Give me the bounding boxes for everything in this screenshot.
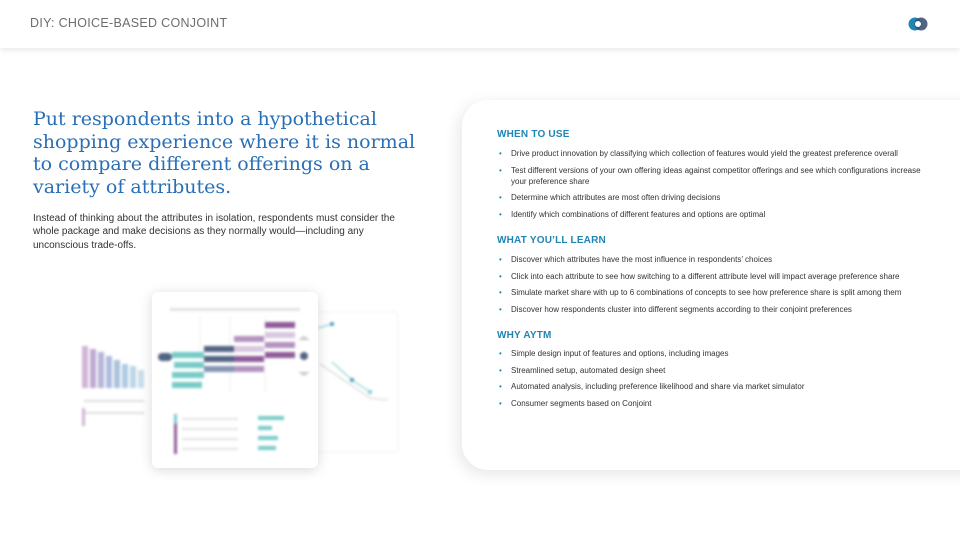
list-item: • Automated analysis, including preference likelihood and share via market simulator — [497, 381, 937, 392]
list-item: • Simple design input of features and options, including images — [497, 348, 937, 359]
section-title-why-aytm: WHY AYTM — [497, 330, 552, 341]
list-item: • Streamlined setup, automated design sheet — [497, 365, 937, 376]
list-item: • Identify which combinations of different features and options are optimal — [497, 209, 937, 220]
list-item: • Click into each attribute to see how switching to a different attribute level will impact average preference share — [497, 271, 937, 282]
section-title-what-youll-learn: WHAT YOU’LL LEARN — [497, 235, 606, 246]
top-bar — [0, 0, 960, 48]
page-title: DIY: CHOICE-BASED CONJOINT — [30, 16, 228, 30]
list-item: • Determine which attributes are most often driving decisions — [497, 192, 937, 203]
list-item: • Discover which attributes have the most influence in respondents’ choices — [497, 254, 937, 265]
why-aytm-list — [497, 348, 937, 414]
list-item: • Discover how respondents cluster into different segments according to their conjoint preferences — [497, 304, 937, 315]
foreground-card — [152, 292, 318, 468]
headline: Put respondents into a hypothetical shopping experience where it is normal to compare different offerings on a variety of attributes. — [33, 108, 416, 198]
list-item: • Drive product innovation by classifying which collection of features would yield the greatest preference overall — [497, 148, 937, 159]
background-line-chart — [308, 312, 398, 452]
list-item: • Simulate market share with up to 6 combinations of concepts to see how preference share is split among them — [497, 287, 937, 298]
intro-body: Instead of thinking about the attributes in isolation, respondents must consider the whole package and make decisions as they normally would—including any unconscious trade-offs. — [33, 213, 395, 251]
list-item: • Test different versions of your own offering ideas against competitor offerings and see which configurations increase your preference share — [497, 165, 937, 187]
what-youll-learn-list — [497, 254, 937, 320]
conjoint-dashboard-illustration — [70, 280, 430, 480]
when-to-use-list — [497, 148, 937, 225]
list-item: • Consumer segments based on Conjoint — [497, 398, 937, 409]
section-title-when-to-use: WHEN TO USE — [497, 129, 570, 140]
background-bar-chart — [80, 328, 160, 426]
aytm-logo-icon — [906, 13, 930, 35]
